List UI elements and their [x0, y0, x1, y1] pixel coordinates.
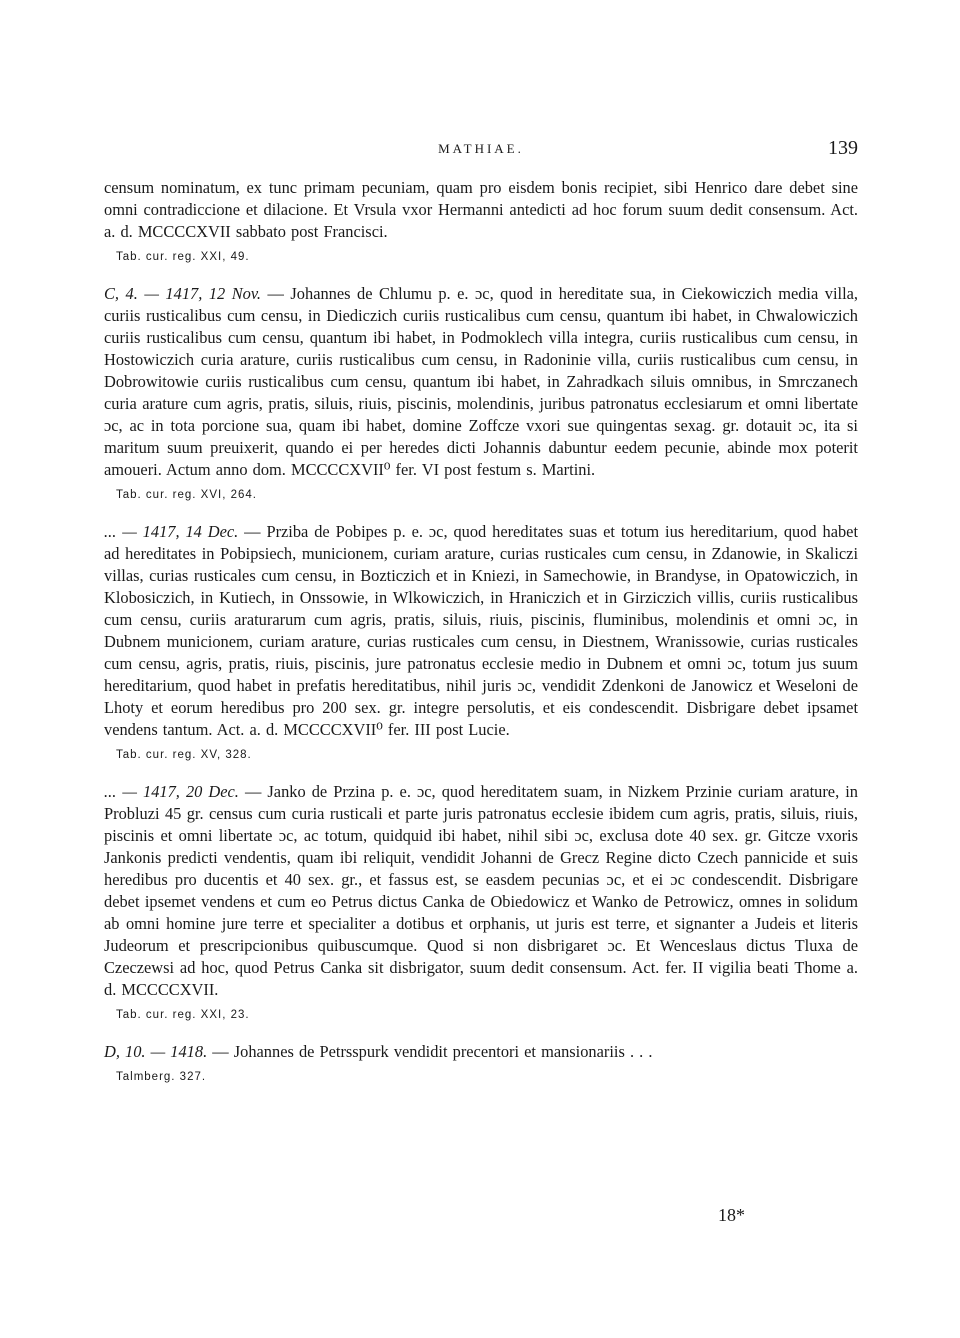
entry-paragraph: [104, 521, 858, 741]
entry-text: — Johannes de Chlumu p. e. ɔc, quod in hereditate sua, in Ciekowiczich media villa, curiis rusticalibus cum censu, in Diediczich curiis rusticalibus cum censu, quantum ibi habet, in Chwalowiczich curiis rusticalibus cum censu, quantum ibi habet, in Podmoklech villa integra, curiis rusticalibus cum censu, in Hostowiczich curia arature, curiis rusticalibus cum censu, in Radoninie villa, curiis rusticalibus cum censu, in Dobrowitowie curiis rusticalibus cum censu, quantum ibi habet, in Zahradkach siluis omnibus, in Smrczanech curia arature cum agris, pratis, siluis, riuis, piscinis, molendinis, juribus patronatus ecclesiarum et omni libertate ɔc, ac in tota porcione sua, quam ibi habet, domine Zoffcze vxori sue quingentas sexag. gr. dotauit ɔc, ita si maritum suum preuixerit, quando ei per heredes dicti Johannis dabuntur eedem pecunie, abinde mox poterit amoueri. Actum anno dom. MCCCCXVII⁰ fer. VI post festum s. Martini.: [104, 284, 858, 479]
entry-1417-12-nov: [104, 283, 858, 501]
running-title: MATHIAE.: [438, 141, 524, 156]
entry-paragraph: [104, 781, 858, 1001]
source-citation: Tab. cur. reg. XV, 328.: [116, 749, 252, 761]
entry-text: — Janko de Przina p. e. ɔc, quod hereditatem suam, in Nizkem Przinie curiam arature, in Probluzi 45 gr. census cum curia rusticali et parte juris patronatus ecclesie ibidem cum agris, pratis, siluis, riuis, piscinis et omni libertate ɔc, ac totum, quidquid ibi habet, nihil sibi ɔc, exclusa dote 40 sex. gr. Gitcze vxoris Jankonis predicti vendentis, quam ibi reliquit, vendidit Johanni de Grecz Regine dicto Czech pannicide et suis heredibus pro ducentis et 40 sex. gr., et fassus est, se easdem pecunias ɔc, et ei ɔc condescendit. Disbrigare debet ipsemet vendens et cum eo Petrus dictus Canka de Obiedowicz et Wanko de Petrowicz, omnes in solidum ab omni homine jure terre et specialiter a dotibus et orphanis, ut juris est terre, et signanter a Judeis et literis Judeorum et prescripcionibus quibuscumque. Quod si non disbrigaret ɔc. Et Wenceslaus dictus Tluxa de Czeczewsi ad hoc, quod Petrus Canka sit disbrigator, suum dedit consensum. Act. fer. II vigilia beati Thome a. d. MCCCCXVII.: [104, 782, 858, 999]
entry-text: — Johannes de Petrsspurk vendidit precentori et mansionariis . . .: [207, 1042, 653, 1061]
entry-paragraph: [104, 283, 858, 481]
entry-text: — Prziba de Pobipes p. e. ɔc, quod hereditates suas et totum ius hereditarium, quod habet ad hereditates in Pobipsiech, municionem, curiam arature, curias rusticales cum censu, in Zdanowie, in Skaliczi villas, curias rusticales cum censu, in Bozticzich et in Kniezi, in Samechowie, in Brandyse, in Opatowiczich, in Klobosiczich, in Kutiech, in Onssowie, in Wlkowiczich, in Hraniczich et in Girziczich villis, curiis rusticalibus cum censu, curiis araturarum cum agris, pratis, siluis, riuis, piscinis, fluminibus, molendinis et omni ɔc, in Dubnem municionem, curiam arature, curias rusticales cum censu, in Diestnem, Wranissowie, curias rusticales cum censu, agris, pratis, riuis, piscinis, jure patronatus ecclesie medio in Dubnem et omni ɔc, totum jus suum hereditarium, quod habet in prefatis hereditatibus, nihil juris ɔc, vendidit Zdenkoni de Janowicz et Weseloni de Lhoty et eorum heredibus pro 200 sex. gr. integre persolutis, et eis condescendit. Disbrigare debet ipsamet vendens tantum. Act. a. d. MCCCCXVII⁰ fer. III post Lucie.: [104, 522, 858, 739]
entry-paragraph: [104, 1041, 858, 1063]
entry-text: censum nominatum, ex tunc primam pecuniam, quam pro eisdem bonis recipiet, sibi Henrico dare debet sine omni contradiccione et dilacione. Et Vrsula vxor Hermanni antedicti ad hoc forum suum dedit consensum. Act. a. d. MCCCCXVII sabbato post Francisci.: [104, 178, 858, 241]
source-citation: Talmberg. 327.: [116, 1071, 207, 1083]
source-citation: Tab. cur. reg. XVI, 264.: [116, 489, 257, 501]
page-header: [104, 137, 858, 167]
entry-continuation: [104, 177, 858, 263]
signature-mark: 18*: [718, 1205, 745, 1225]
source-citation: Tab. cur. reg. XXI, 49.: [116, 251, 250, 263]
entry-heading: ... — 1417, 14 Dec.: [104, 522, 239, 541]
entry-heading: C, 4. — 1417, 12 Nov.: [104, 284, 262, 303]
entry-heading: D, 10. — 1418.: [104, 1042, 208, 1061]
entry-heading: ... — 1417, 20 Dec.: [104, 782, 239, 801]
entry-1418: [104, 1041, 858, 1083]
source-citation: Tab. cur. reg. XXI, 23.: [116, 1009, 250, 1021]
entry-1417-20-dec: [104, 781, 858, 1021]
page-number: 139: [828, 137, 858, 159]
entry-1417-14-dec: [104, 521, 858, 761]
document-body: [104, 177, 858, 1083]
